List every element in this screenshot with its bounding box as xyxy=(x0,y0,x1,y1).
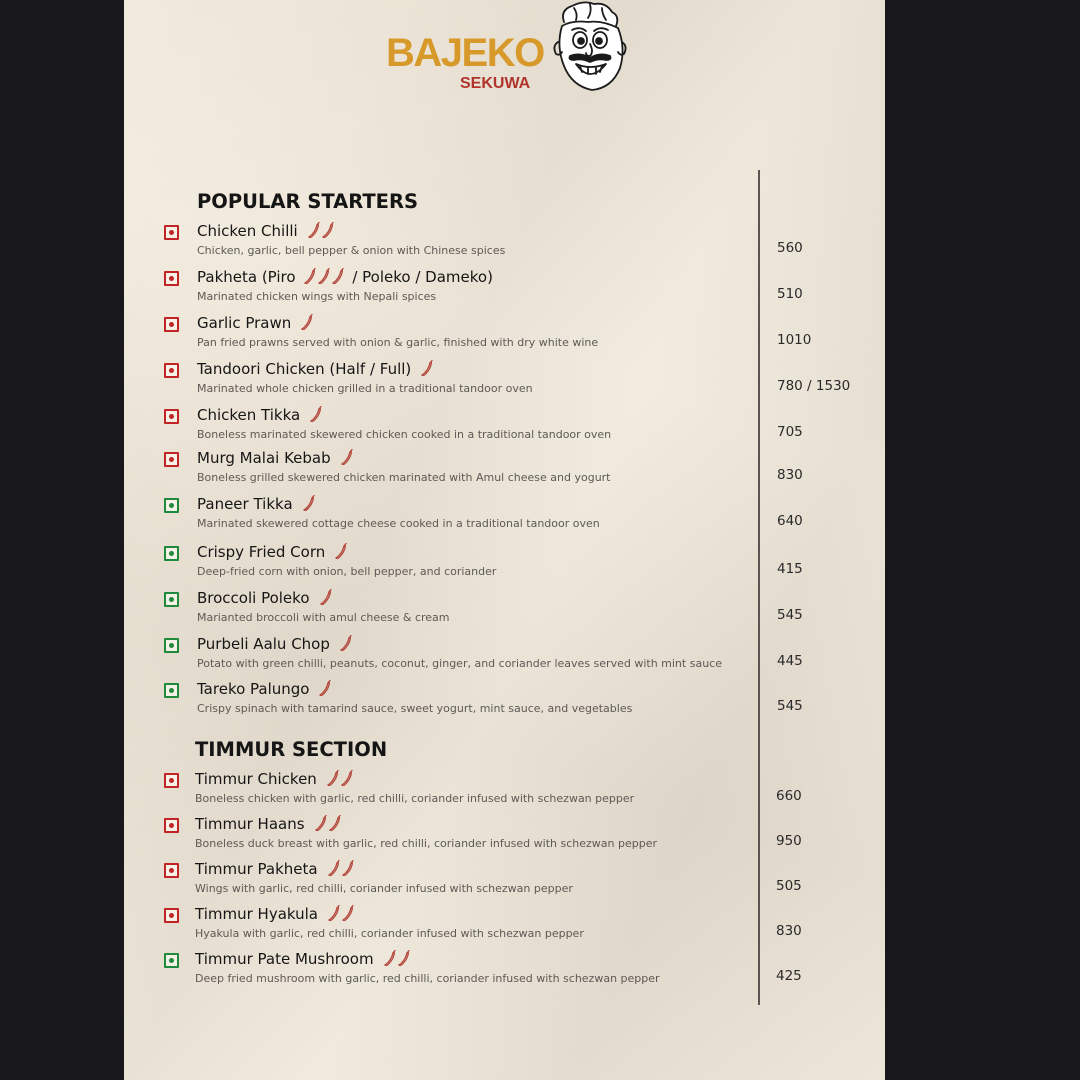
item-name-suffix: / Poleko / Dameko) xyxy=(347,268,493,286)
menu-item xyxy=(164,406,864,446)
item-price: 425 xyxy=(776,968,802,984)
item-price: 445 xyxy=(777,653,803,669)
item-description: Chicken, garlic, bell pepper & onion with Chinese spices xyxy=(197,244,506,257)
item-name: Crispy Fried Corn xyxy=(197,543,326,561)
section-title-timmur: TIMMUR SECTION xyxy=(195,738,388,761)
item-description: Marinated chicken wings with Nepali spices xyxy=(197,290,437,303)
menu-item xyxy=(164,222,864,262)
item-name-row xyxy=(195,950,413,969)
chilli-icon xyxy=(381,950,413,966)
non-veg-icon xyxy=(164,773,179,788)
chilli-icon xyxy=(337,635,355,651)
item-price: 415 xyxy=(777,561,803,577)
item-price: 510 xyxy=(777,286,803,302)
chilli-icon xyxy=(298,314,316,330)
non-veg-icon xyxy=(164,363,179,378)
item-name-row xyxy=(197,680,334,699)
non-veg-icon xyxy=(164,317,179,332)
item-name-row xyxy=(195,860,357,879)
chilli-icon xyxy=(316,680,334,696)
item-description: Deep fried mushroom with garlic, red chilli, coriander infused with schezwan pepper xyxy=(195,972,660,985)
item-description: Marinated skewered cottage cheese cooked in a traditional tandoor oven xyxy=(197,517,600,530)
section-title-popular-starters: POPULAR STARTERS xyxy=(197,190,419,213)
item-description: Boneless marinated skewered chicken cooked in a traditional tandoor oven xyxy=(197,428,612,441)
item-name-row xyxy=(197,495,318,514)
item-price: 1010 xyxy=(777,332,812,348)
item-price: 705 xyxy=(777,424,803,440)
item-price: 505 xyxy=(776,878,802,894)
veg-icon xyxy=(164,592,179,607)
item-price: 660 xyxy=(776,788,802,804)
item-price: 545 xyxy=(777,698,803,714)
item-description: Potato with green chilli, peanuts, coconut, ginger, and coriander leaves served with mint sauce xyxy=(197,657,722,670)
item-name-row xyxy=(195,905,357,924)
chilli-icon xyxy=(325,860,357,876)
item-price: 560 xyxy=(777,240,803,256)
item-price: 640 xyxy=(777,513,803,529)
brand-logo xyxy=(386,0,626,100)
non-veg-icon xyxy=(164,409,179,424)
item-description: Wings with garlic, red chilli, coriander infused with schezwan pepper xyxy=(195,882,573,895)
item-name-row xyxy=(197,589,335,608)
chilli-icon xyxy=(324,770,356,786)
chilli-icon xyxy=(307,406,325,422)
item-description: Boneless duck breast with garlic, red chilli, coriander infused with schezwan pepper xyxy=(195,837,657,850)
menu-item xyxy=(164,589,864,629)
item-price: 780 / 1530 xyxy=(777,378,851,394)
item-name: Broccoli Poleko xyxy=(197,589,310,607)
item-name: Timmur Pate Mushroom xyxy=(195,950,374,968)
item-price: 950 xyxy=(776,833,802,849)
item-name-row xyxy=(197,314,316,333)
item-name-row xyxy=(197,360,436,379)
menu-item xyxy=(164,905,864,945)
item-name: Tandoori Chicken (Half / Full) xyxy=(197,360,412,378)
chilli-icon xyxy=(301,268,347,284)
menu-item xyxy=(164,314,864,354)
chilli-icon xyxy=(332,543,350,559)
menu-item xyxy=(164,950,864,990)
menu-item xyxy=(164,680,864,720)
item-name-row xyxy=(197,406,325,425)
item-name-row xyxy=(197,222,337,241)
item-price: 830 xyxy=(776,923,802,939)
menu-item xyxy=(164,543,864,583)
item-name: Tareko Palungo xyxy=(197,680,310,698)
menu-page xyxy=(124,0,885,1080)
chilli-icon xyxy=(317,589,335,605)
veg-icon xyxy=(164,638,179,653)
item-price: 830 xyxy=(777,467,803,483)
item-name: Paneer Tikka xyxy=(197,495,293,513)
chilli-icon xyxy=(300,495,318,511)
item-description: Crispy spinach with tamarind sauce, sweet yogurt, mint sauce, and vegetables xyxy=(197,702,633,715)
item-name: Garlic Prawn xyxy=(197,314,292,332)
non-veg-icon xyxy=(164,452,179,467)
item-price: 545 xyxy=(777,607,803,623)
chilli-icon xyxy=(338,449,356,465)
menu-item xyxy=(164,495,864,535)
chilli-icon xyxy=(312,815,344,831)
item-name: Chicken Tikka xyxy=(197,406,301,424)
item-name: Purbeli Aalu Chop xyxy=(197,635,330,653)
item-name-row xyxy=(197,268,493,287)
item-description: Boneless grilled skewered chicken marinated with Amul cheese and yogurt xyxy=(197,471,611,484)
item-description: Deep-fried corn with onion, bell pepper, and coriander xyxy=(197,565,497,578)
non-veg-icon xyxy=(164,225,179,240)
item-name: Murg Malai Kebab xyxy=(197,449,331,467)
brand-name: BAJEKO xyxy=(386,31,544,75)
chilli-icon xyxy=(325,905,357,921)
chilli-icon xyxy=(305,222,337,238)
non-veg-icon xyxy=(164,863,179,878)
menu-item xyxy=(164,815,864,855)
item-description: Pan fried prawns served with onion & garlic, finished with dry white wine xyxy=(197,336,599,349)
item-name: Timmur Haans xyxy=(195,815,305,833)
mascot-face-icon xyxy=(550,0,628,94)
item-name-row xyxy=(197,635,355,654)
menu-item xyxy=(164,770,864,810)
item-description: Marianted broccoli with amul cheese & cream xyxy=(197,611,450,624)
item-name: Timmur Pakheta xyxy=(195,860,318,878)
veg-icon xyxy=(164,546,179,561)
item-description: Boneless chicken with garlic, red chilli, coriander infused with schezwan pepper xyxy=(195,792,635,805)
veg-icon xyxy=(164,498,179,513)
veg-icon xyxy=(164,683,179,698)
menu-item xyxy=(164,268,864,308)
item-name-row xyxy=(197,543,350,562)
non-veg-icon xyxy=(164,818,179,833)
item-description: Marinated whole chicken grilled in a traditional tandoor oven xyxy=(197,382,533,395)
veg-icon xyxy=(164,953,179,968)
item-name: Chicken Chilli xyxy=(197,222,298,240)
brand-subname: SEKUWA xyxy=(460,75,531,92)
item-name-row xyxy=(195,815,344,834)
item-name: Timmur Hyakula xyxy=(195,905,318,923)
item-name: Timmur Chicken xyxy=(195,770,317,788)
menu-item xyxy=(164,449,864,489)
item-name-row xyxy=(197,449,356,468)
non-veg-icon xyxy=(164,908,179,923)
non-veg-icon xyxy=(164,271,179,286)
item-name: Pakheta (Piro xyxy=(197,268,296,286)
menu-item xyxy=(164,635,864,675)
item-description: Hyakula with garlic, red chilli, coriander infused with schezwan pepper xyxy=(195,927,584,940)
menu-item xyxy=(164,860,864,900)
chilli-icon xyxy=(418,360,436,376)
menu-item xyxy=(164,360,864,400)
item-name-row xyxy=(195,770,356,789)
